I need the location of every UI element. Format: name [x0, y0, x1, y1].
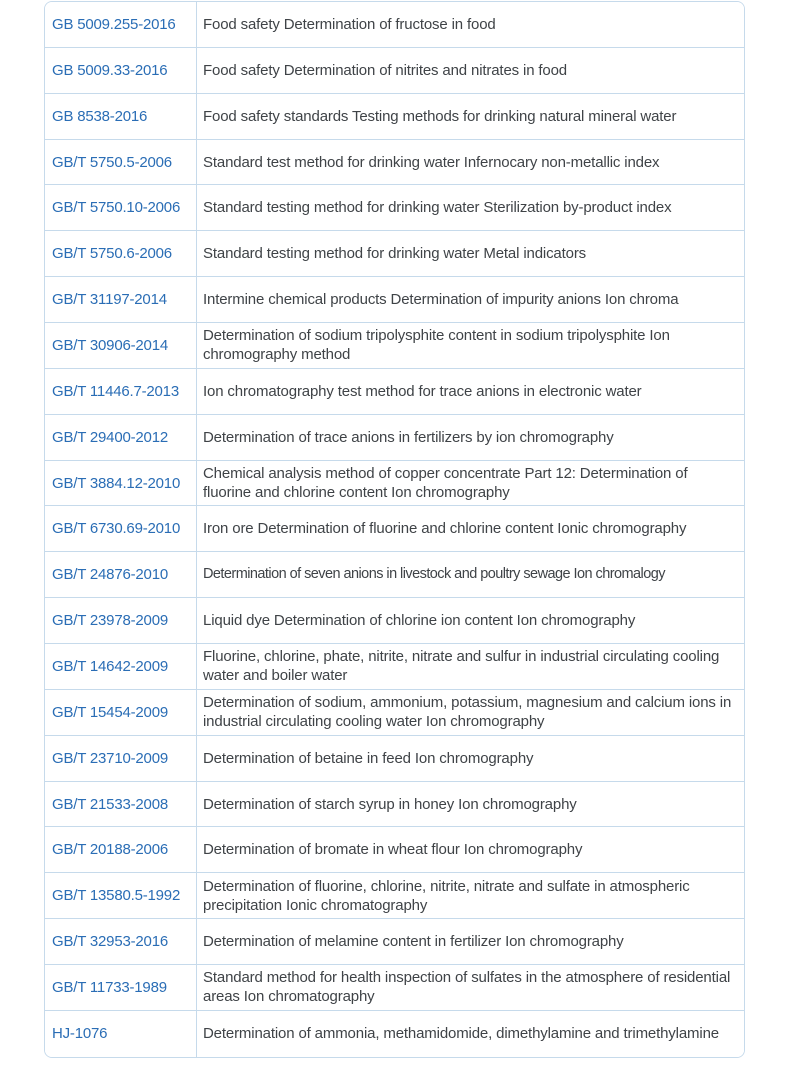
- standard-code-link[interactable]: GB/T 6730.69-2010: [45, 506, 197, 551]
- table-row: [45, 323, 744, 369]
- standard-description: Chemical analysis method of copper concentrate Part 12: Determination of fluorine and chlorine content Ion chromography: [203, 465, 688, 502]
- standard-code-link[interactable]: GB/T 11733-1989: [45, 965, 197, 1010]
- standard-code-link[interactable]: GB/T 15454-2009: [45, 690, 197, 735]
- standard-code-link[interactable]: GB/T 23978-2009: [45, 598, 197, 643]
- standard-code-link[interactable]: GB/T 13580.5-1992: [45, 873, 197, 918]
- standard-code-link[interactable]: GB/T 11446.7-2013: [45, 369, 197, 414]
- table-row: [45, 185, 744, 231]
- table-row: [45, 873, 744, 919]
- table-row: [45, 277, 744, 323]
- standard-code-link[interactable]: GB/T 31197-2014: [45, 277, 197, 322]
- table-row: [45, 782, 744, 828]
- standard-description: Iron ore Determination of fluorine and chlorine content Ionic chromography: [203, 520, 687, 538]
- standard-description: Determination of sodium tripolysphite content in sodium tripolysphite Ion chromography method: [203, 327, 670, 364]
- standard-description: Food safety Determination of fructose in food: [203, 15, 496, 33]
- standard-description: Standard method for health inspection of sulfates in the atmosphere of residential areas Ion chromatography: [203, 969, 731, 1006]
- standard-description: Food safety standards Testing methods for drinking natural mineral water: [203, 107, 677, 125]
- standard-description: Intermine chemical products Determination of impurity anions Ion chroma: [203, 291, 679, 309]
- standard-description: Determination of starch syrup in honey Ion chromography: [203, 795, 577, 813]
- standard-description: Liquid dye Determination of chlorine ion content Ion chromography: [203, 612, 636, 630]
- standard-code-link[interactable]: GB/T 23710-2009: [45, 736, 197, 781]
- standard-code-link[interactable]: GB/T 29400-2012: [45, 415, 197, 460]
- standards-table: [44, 1, 745, 1058]
- table-row: [45, 690, 744, 736]
- standard-code-link[interactable]: GB/T 14642-2009: [45, 644, 197, 689]
- table-row: [45, 415, 744, 461]
- standard-description: Determination of melamine content in fertilizer Ion chromography: [203, 933, 624, 951]
- standard-code-link[interactable]: GB/T 20188-2006: [45, 827, 197, 872]
- table-row: [45, 736, 744, 782]
- standard-code-link[interactable]: GB 5009.255-2016: [45, 2, 197, 47]
- standard-code-link[interactable]: GB 8538-2016: [45, 94, 197, 139]
- standard-code-link[interactable]: GB/T 32953-2016: [45, 919, 197, 964]
- standard-description: Determination of trace anions in fertilizers by ion chromography: [203, 428, 614, 446]
- standard-description: Standard test method for drinking water Infernocary non-metallic index: [203, 153, 660, 171]
- table-row: [45, 369, 744, 415]
- standard-code-link[interactable]: GB 5009.33-2016: [45, 48, 197, 93]
- standard-description: Standard testing method for drinking water Sterilization by-product index: [203, 199, 672, 217]
- standard-description: Determination of betaine in feed Ion chromography: [203, 749, 534, 767]
- standard-code-link[interactable]: GB/T 21533-2008: [45, 782, 197, 827]
- standard-description: Determination of seven anions in livestock and poultry sewage Ion chromalogy: [203, 566, 665, 583]
- standard-description: Standard testing method for drinking water Metal indicators: [203, 245, 587, 263]
- table-row: [45, 48, 744, 94]
- standard-description: Ion chromatography test method for trace anions in electronic water: [203, 382, 642, 400]
- table-row: [45, 461, 744, 507]
- standard-description: Determination of ammonia, methamidomide, dimethylamine and trimethylamine: [203, 1025, 719, 1043]
- standard-code-link[interactable]: GB/T 5750.10-2006: [45, 185, 197, 230]
- table-row: [45, 506, 744, 552]
- standard-code-link[interactable]: HJ-1076: [45, 1011, 197, 1057]
- table-row: [45, 965, 744, 1011]
- standard-code-link[interactable]: GB/T 24876-2010: [45, 552, 197, 597]
- standard-description: Determination of bromate in wheat flour Ion chromography: [203, 841, 583, 859]
- standard-code-link[interactable]: GB/T 30906-2014: [45, 323, 197, 368]
- standard-code-link[interactable]: GB/T 3884.12-2010: [45, 461, 197, 506]
- table-row: [45, 1011, 744, 1057]
- table-row: [45, 2, 744, 48]
- standard-description: Fluorine, chlorine, phate, nitrite, nitrate and sulfur in industrial circulating cooling water and boiler water: [203, 648, 720, 685]
- standard-code-link[interactable]: GB/T 5750.6-2006: [45, 231, 197, 276]
- standard-code-link[interactable]: GB/T 5750.5-2006: [45, 140, 197, 185]
- table-row: [45, 919, 744, 965]
- table-row: [45, 231, 744, 277]
- table-row: [45, 552, 744, 598]
- standard-description: Determination of fluorine, chlorine, nitrite, nitrate and sulfate in atmospheric precipitation Ionic chromatography: [203, 877, 690, 914]
- table-row: [45, 140, 744, 186]
- standard-description: Determination of sodium, ammonium, potassium, magnesium and calcium ions in industrial circulating cooling water Ion chromography: [203, 694, 732, 731]
- table-row: [45, 598, 744, 644]
- table-row: [45, 827, 744, 873]
- table-row: [45, 644, 744, 690]
- table-row: [45, 94, 744, 140]
- standard-description: Food safety Determination of nitrites and nitrates in food: [203, 61, 568, 79]
